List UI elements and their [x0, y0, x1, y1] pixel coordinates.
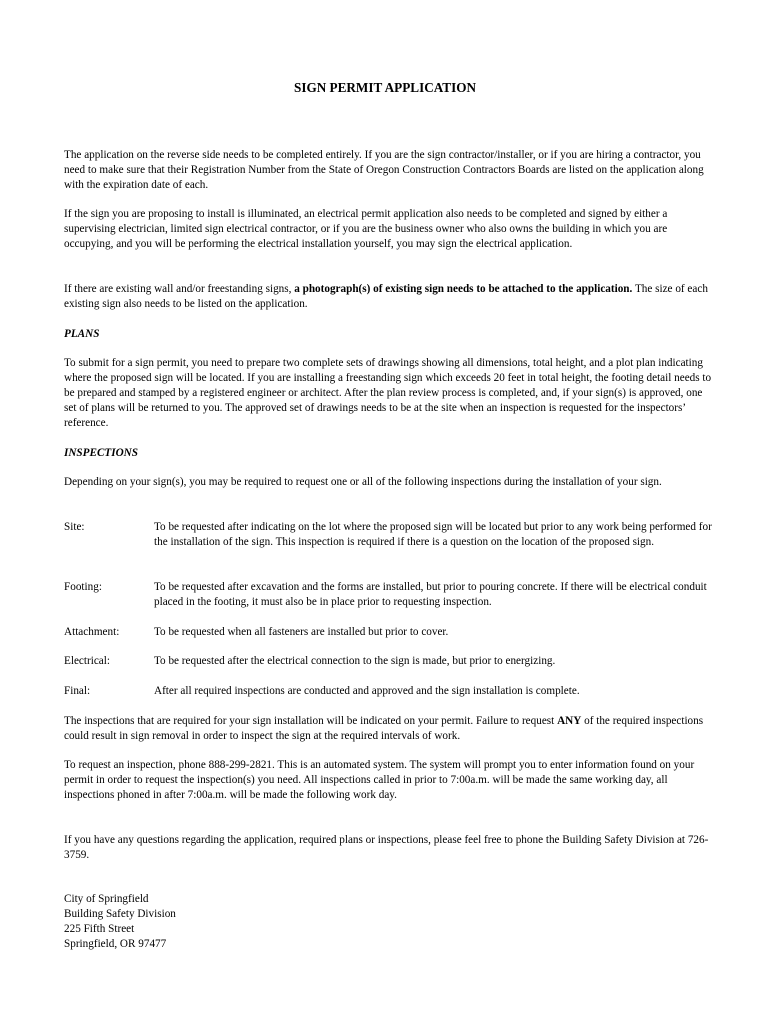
address-line-city: City of Springfield [64, 893, 149, 905]
inspection-desc-site: To be requested after indicating on the lot where the proposed sign will be located but prior to any work being performed for the installation of the sign. This inspection is required if there is a question on the location of the proposed sign. [154, 521, 712, 548]
inspection-term-electrical: Electrical: [64, 655, 110, 667]
plans-paragraph: To submit for a sign permit, you need to prepare two complete sets of drawings showing all dimensions, total height, and a plot plan indicating where the proposed sign will be located. If you are installing a freestanding sign which exceeds 20 feet in total height, the footing detail needs to be prepared and stamped by a registered engineer or architect. After the plan review process is completed, and, if your sign(s) is approved, one set of plans will be returned to you. The approved set of drawings needs to be at the site when an inspection is requested for the inspectors’ reference. [64, 357, 712, 429]
plans-heading: PLANS [64, 328, 100, 340]
inspection-term-attachment: Attachment: [64, 626, 120, 638]
required-text-tail: of the required inspections could result in sign removal in order to inspect the sign at the required intervals of work. [64, 715, 704, 742]
inspection-desc-electrical: To be requested after the electrical connection to the sign is made, but prior to energizing. [154, 655, 556, 667]
inspection-term-site: Site: [64, 521, 85, 533]
address-line-street: 225 Fifth Street [64, 923, 135, 935]
address-line-division: Building Safety Division [64, 908, 176, 920]
inspections-intro: Depending on your sign(s), you may be required to request one or all of the following inspections during the installation of your sign. [64, 476, 662, 488]
required-inspections-paragraph [64, 714, 712, 744]
photo-text-tail: The size of each existing sign also needs to be listed on the application. [64, 283, 708, 310]
address-line-citystate: Springfield, OR 97477 [64, 938, 167, 950]
photo-text-lead: If there are existing wall and/or freestanding signs, [64, 283, 295, 295]
inspection-desc-attachment: To be requested when all fasteners are installed but prior to cover. [154, 626, 449, 638]
inspections-heading: INSPECTIONS [64, 447, 138, 459]
document-title: SIGN PERMIT APPLICATION [294, 80, 476, 95]
questions-paragraph: If you have any questions regarding the application, required plans or inspections, please feel free to phone the Building Safety Division at 726-3759. [64, 834, 709, 861]
inspection-term-footing: Footing: [64, 581, 102, 593]
inspection-term-final: Final: [64, 685, 91, 697]
inspection-desc-final: After all required inspections are conducted and approved and the sign installation is complete. [154, 685, 580, 697]
intro-paragraph-contractor: The application on the reverse side needs to be completed entirely. If you are the sign contractor/installer, or if you are hiring a contractor, you need to make sure that their Registration Number from the State of Oregon Construction Contractors Boards are listed on the application along with the expiration date of each. [64, 149, 704, 191]
intro-paragraph-electrical: If the sign you are proposing to install is illuminated, an electrical permit application also needs to be completed and signed by either a supervising electrician, limited sign electrical contractor, or if you are the business owner who also owns the building in which you are occupying, and you will be performing the electrical installation yourself, you may sign the electrical application. [64, 208, 668, 250]
photo-paragraph [64, 282, 712, 312]
inspection-desc-footing: To be requested after excavation and the forms are installed, but prior to pouring concrete. If there will be electrical conduit placed in the footing, it must also be in place prior to requesting inspection. [154, 581, 707, 608]
required-text-emphasis: ANY [557, 715, 582, 727]
request-inspection-paragraph: To request an inspection, phone 888-299-2821. This is an automated system. The system will prompt you to enter information found on your permit in order to request the inspection(s) you need. All inspections called in prior to 7:00a.m. will be made the same working day, all inspections phoned in after 7:00a.m. will be made the following work day. [64, 759, 695, 801]
required-text-lead: The inspections that are required for your sign installation will be indicated on your permit. Failure to request [64, 715, 558, 727]
address-block [64, 892, 712, 952]
photo-text-emphasis: a photograph(s) of existing sign needs to be attached to the application. [294, 283, 633, 295]
